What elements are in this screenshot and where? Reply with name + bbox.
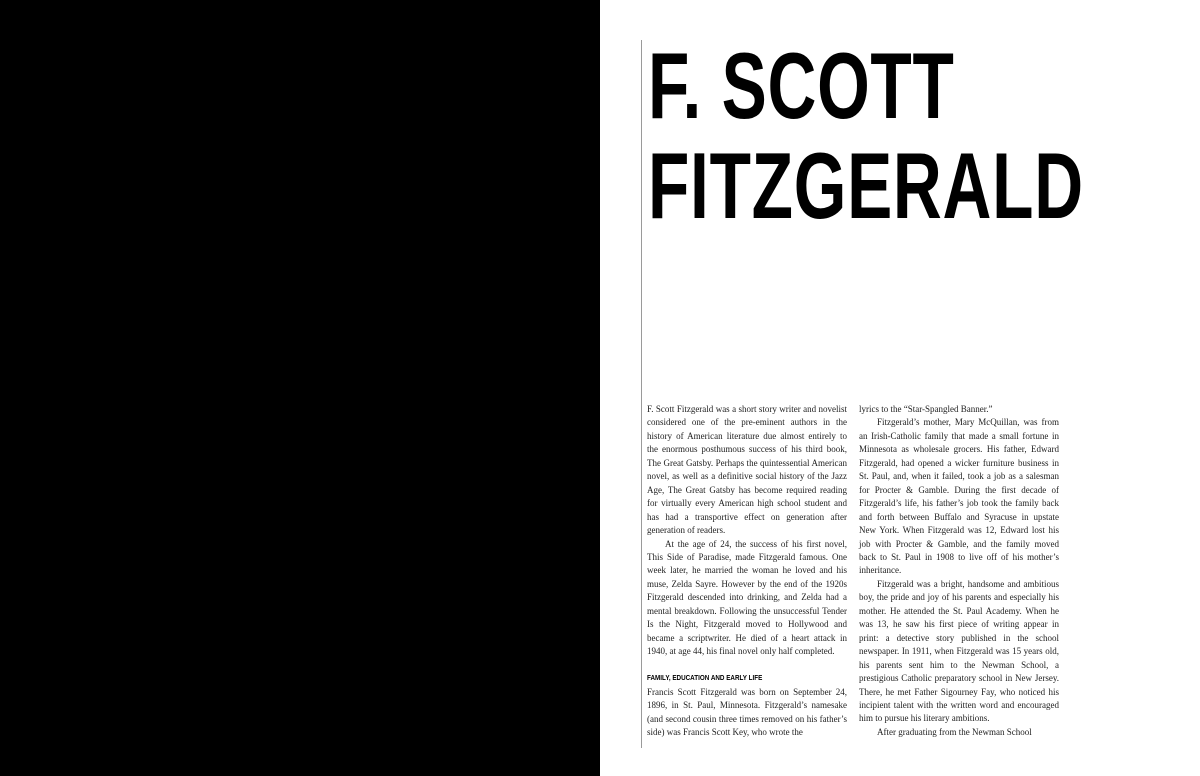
page-title bbox=[648, 33, 1084, 238]
body-paragraph: After graduating from the Newman School bbox=[877, 726, 1032, 737]
body-paragraph: Francis Scott Fitzgerald was born on September 24, 1896, in St. Paul, Minnesota. Fitzgerald’s namesake (and second cousin three times removed on his father’s side) was Francis Scott Key, who wrote the bbox=[647, 686, 847, 737]
title-line-1: F. SCOTT bbox=[648, 33, 955, 138]
text-column-left bbox=[647, 403, 847, 739]
body-paragraph: F. Scott Fitzgerald was a short story writer and novelist considered one of the pre-eminent authors in the history of American literature due almost entirely to the enormous posthumous success of his third book, The Great Gatsby. Perhaps the quintessential American novel, as well as a definitive social history of the Jazz Age, The Great Gatsby has become required reading for virtually every American high school student and has had a transportive effect on generation after generation of readers. bbox=[647, 404, 847, 536]
body-paragraph: At the age of 24, the success of his first novel, This Side of Paradise, made Fitzgerald famous. One week later, he married the woman he loved and his muse, Zelda Sayre. However by the end of the 1920s Fitzgerald descended into drinking, and Zelda had a mental breakdown. Following the unsuccessful Tender Is the Night, Fitzgerald moved to Hollywood and became a scriptwriter. He died of a heart attack in 1940, at age 44, his final novel only half completed. bbox=[647, 538, 847, 657]
body-paragraph: Fitzgerald’s mother, Mary McQuillan, was from an Irish-Catholic family that made a small fortune in Minnesota as wholesale grocers. His father, Edward Fitzgerald, had opened a wicker furniture business in St. Paul, and, when it failed, took a job as a salesman for Procter & Gamble. During the first decade of Fitzgerald’s life, his father’s job took the family back and forth between Buffalo and Syracuse in upstate New York. When Fitzgerald was 12, Edward lost his job with Procter & Gamble, and the family moved back to St. Paul in 1908 to live off of his mother’s inheritance. bbox=[859, 417, 1059, 576]
title-line-2: FITZGERALD bbox=[648, 133, 1084, 238]
text-column-right bbox=[859, 403, 1059, 739]
right-page bbox=[600, 0, 1200, 776]
body-paragraph: lyrics to the “Star-Spangled Banner.” bbox=[859, 404, 993, 414]
body-paragraph: Fitzgerald was a bright, handsome and ambitious boy, the pride and joy of his parents and especially his mother. He attended the St. Paul Academy. When he was 13, he saw his first piece of writing appear in print: a detective story published in the school newspaper. In 1911, when Fitzgerald was 15 years old, his parents sent him to the Newman School, a prestigious Catholic preparatory school in New Jersey. There, he met Father Sigourney Fay, who noticed his incipient talent with the written word and encouraged him to pursue his literary ambitions. bbox=[859, 578, 1059, 724]
section-heading: FAMILY, EDUCATION AND EARLY LIFE bbox=[647, 674, 763, 682]
vertical-rule bbox=[641, 40, 642, 748]
